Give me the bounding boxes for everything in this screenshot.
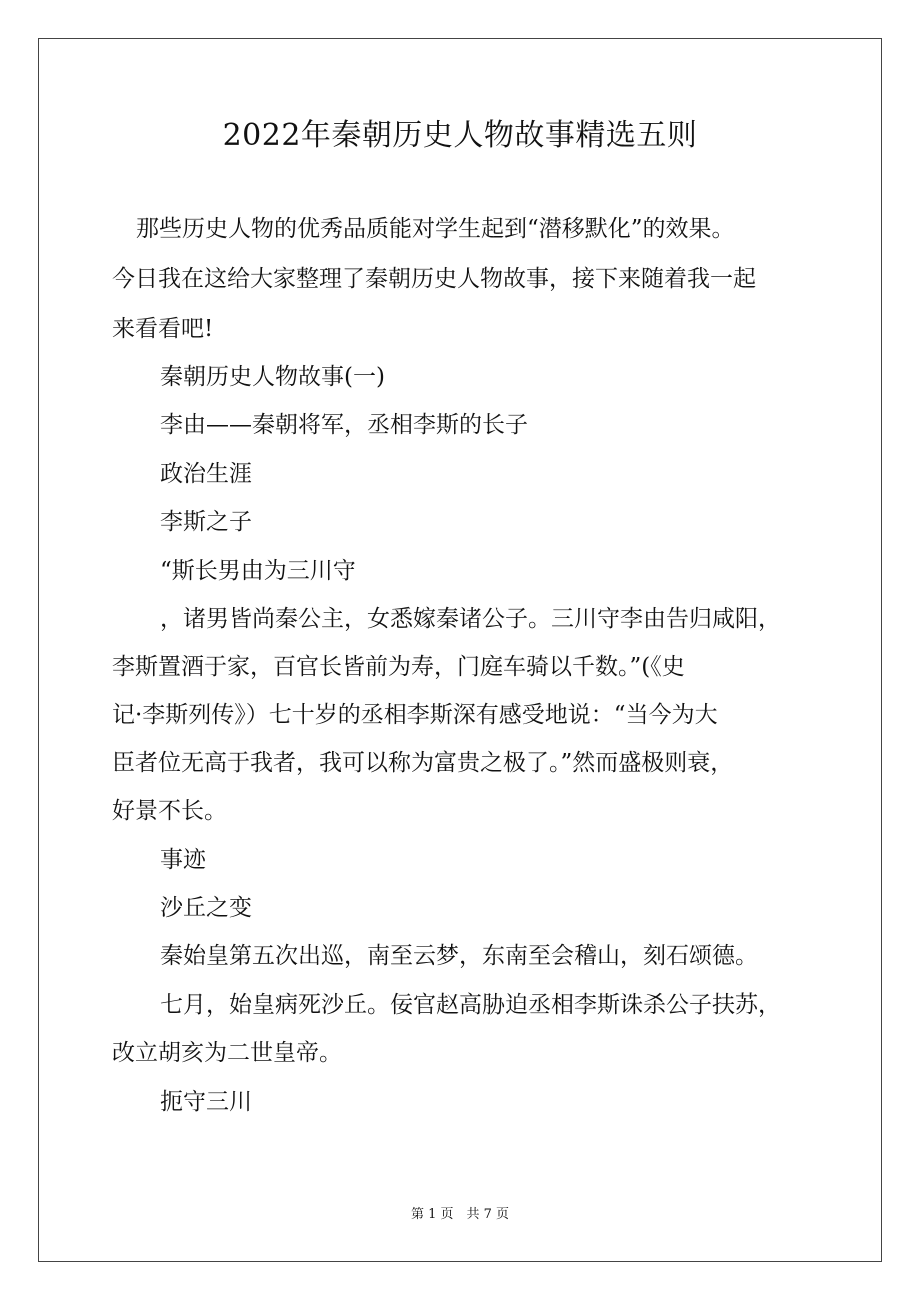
paragraph-line: 七月，始皇病死沙丘。佞官赵高胁迫丞相李斯诛杀公子扶苏， xyxy=(160,992,781,1018)
document-title: 2022年秦朝历史人物故事精选五则 xyxy=(222,118,698,153)
subtitle-line: 李由——秦朝将军，丞相李斯的长子 xyxy=(160,412,528,438)
paragraph-line: 来看看吧! xyxy=(112,316,214,342)
section-heading: 秦朝历史人物故事(一) xyxy=(160,364,385,390)
paragraph-line: 今日我在这给大家整理了秦朝历史人物故事，接下来随着我一起 xyxy=(112,266,756,292)
paragraph-line: 臣者位无高于我者，我可以称为富贵之极了。”然而盛极则衰， xyxy=(112,750,734,776)
section-heading: 事迹 xyxy=(160,847,206,873)
section-heading: 政治生涯 xyxy=(160,461,252,487)
page-footer: 第 1 页 共 7 页 xyxy=(410,1207,510,1222)
quote-line: “斯长男由为三川守 xyxy=(160,558,356,584)
paragraph-line: ，诸男皆尚秦公主，女悉嫁秦诸公子。三川守李由告归咸阳， xyxy=(160,606,781,632)
section-heading: 李斯之子 xyxy=(160,509,252,535)
paragraph-line: 记·李斯列传》）七十岁的丞相李斯深有感受地说：“当今为大 xyxy=(112,702,718,728)
paragraph-line: 秦始皇第五次出巡，南至云梦，东南至会稽山，刻石颂德。 xyxy=(160,943,758,969)
paragraph-line: 好景不长。 xyxy=(112,798,227,824)
paragraph-line: 改立胡亥为二世皇帝。 xyxy=(112,1040,342,1066)
section-heading: 扼守三川 xyxy=(160,1089,252,1115)
paragraph-line: 李斯置酒于家，百官长皆前为寿，门庭车骑以千数。”(《史 xyxy=(112,654,685,680)
section-heading: 沙丘之变 xyxy=(160,895,252,921)
paragraph-line: 那些历史人物的优秀品质能对学生起到“潜移默化”的效果。 xyxy=(136,216,735,242)
